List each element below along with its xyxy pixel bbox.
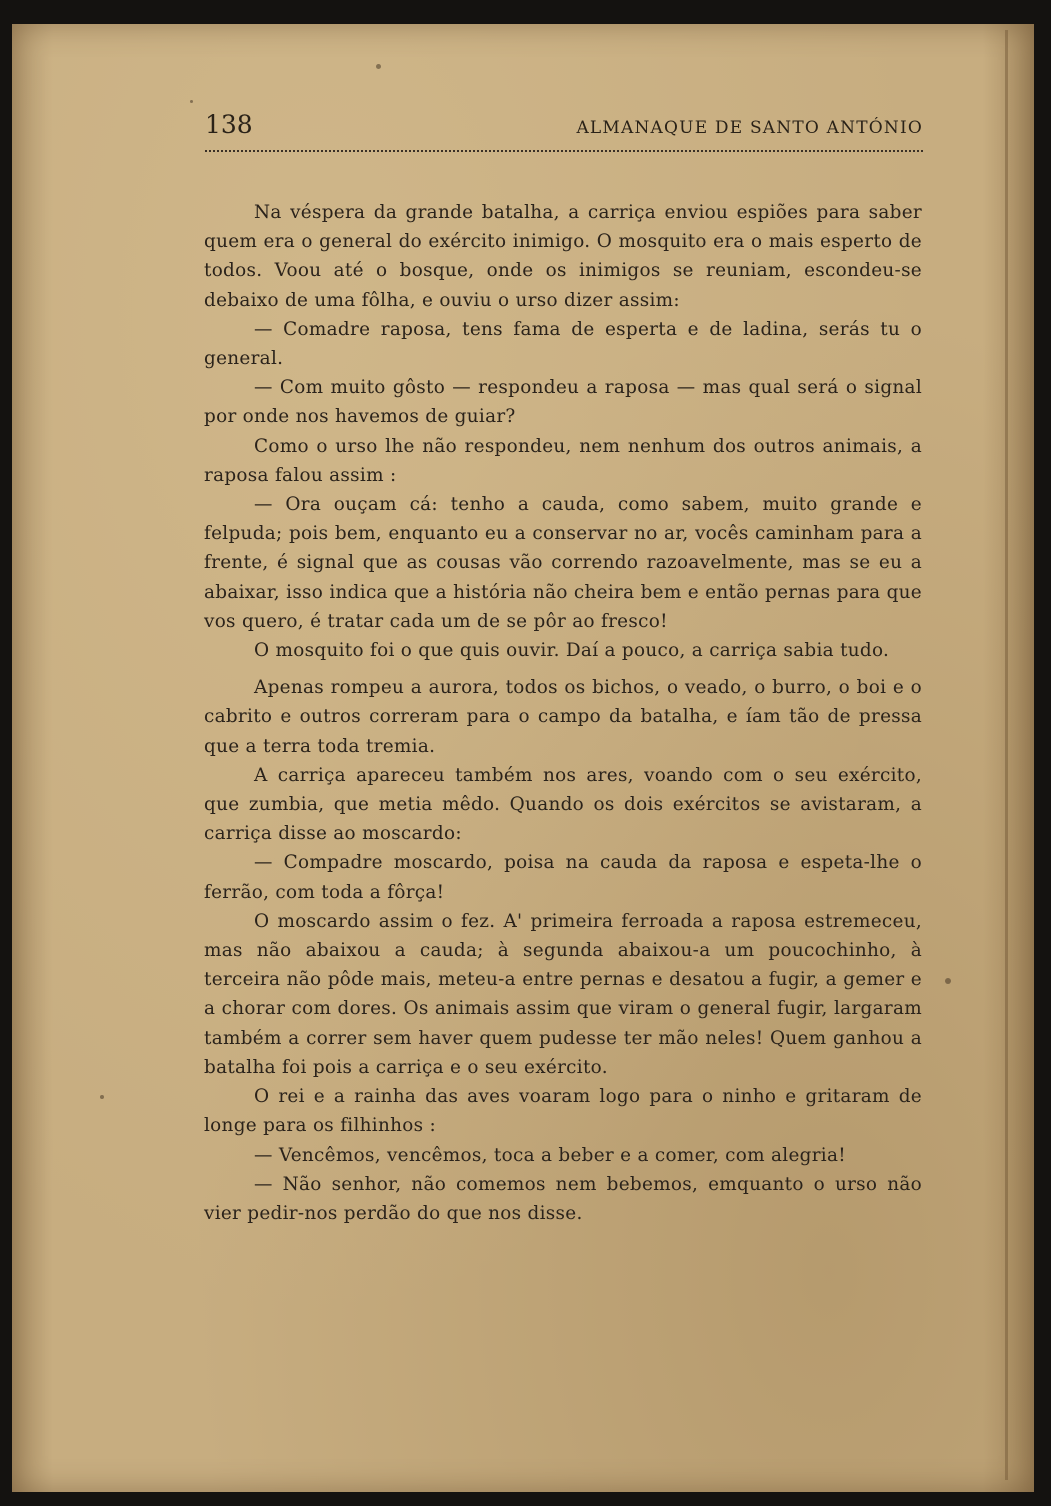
paragraph: O rei e a rainha das aves voaram logo para o ninho e gritaram de longe para os filhinhos : [204,1086,922,1137]
paragraph: — Não senhor, não comemos nem bebemos, emquanto o urso não vier pedir-nos perdão do que nos disse. [204,1173,922,1224]
paragraph: — Com muito gôsto — respondeu a raposa — mas qual será o signal por onde nos havemos de guiar? [204,377,922,428]
paragraph: Apenas rompeu a aurora, todos os bichos, o veado, o burro, o boi e o cabrito e outros correram para o campo da batalha, e íam tão de pressa que a terra toda tremia. [204,677,922,757]
paragraph: — Compadre moscardo, poisa na cauda da raposa e espeta-lhe o ferrão, com toda a fôrça! [204,852,922,903]
paragraph: — Vencêmos, vencêmos, toca a beber e a comer, com alegria! [254,1144,846,1166]
paragraph: — Comadre raposa, tens fama de esperta e de ladina, serás tu o general. [204,318,922,370]
page-header [205,110,923,152]
body-text [204,198,922,1228]
header-rule [205,150,923,152]
paragraph: A carriça apareceu também nos ares, voando com o seu exército, que zumbia, que metia mêdo. Quando os dois exércitos se avistaram, a carriça disse ao moscardo: [204,764,922,845]
paragraph: Como o urso lhe não respondeu, nem nenhum dos outros animais, a raposa falou assim : [204,435,922,486]
paragraph: O moscardo assim o fez. A' primeira ferroada a raposa estremeceu, mas não abaixou a cauda; à segunda abaixou-a um poucochinho, à terceira não pôde mais, meteu-a entre pernas e desatou a fugir, a gemer e a chorar com dores. Os animais assim que viram o general fugir, largaram também a correr sem haver quem pudesse ter mão neles! Quem ganhou a batalha foi pois a carriça e o seu exército. [204,910,922,1078]
paragraph: — Ora ouçam cá: tenho a cauda, como sabem, muito grande e felpuda; pois bem, enquanto eu a conservar no ar, vocês caminham para a frente, é signal que as cousas vão correndo razoavelmente, mas se eu a abaixar, isso indica que a história não cheira bem e então pernas para que vos quero, é tratar cada um de se pôr ao fresco! [204,494,922,632]
paragraph: Na véspera da grande batalha, a carriça enviou espiões para saber quem era o general do exército inimigo. O mosquito era o mais esperto de todos. Voou até o bosque, onde os inimigos se reuniam, escondeu-se debaixo de uma fôlha, e ouviu o urso dizer assim: [204,202,922,311]
paragraph: O mosquito foi o que quis ouvir. Daí a pouco, a carriça sabia tudo. [254,640,890,662]
paper-speck [376,64,381,69]
paper-speck [100,1095,104,1099]
paper-speck [945,978,951,984]
page-number: 138 [205,110,253,139]
page-edge [1005,30,1008,1480]
paper-speck [190,100,193,103]
running-title: ALMANAQUE DE SANTO ANTÓNIO [576,118,923,138]
